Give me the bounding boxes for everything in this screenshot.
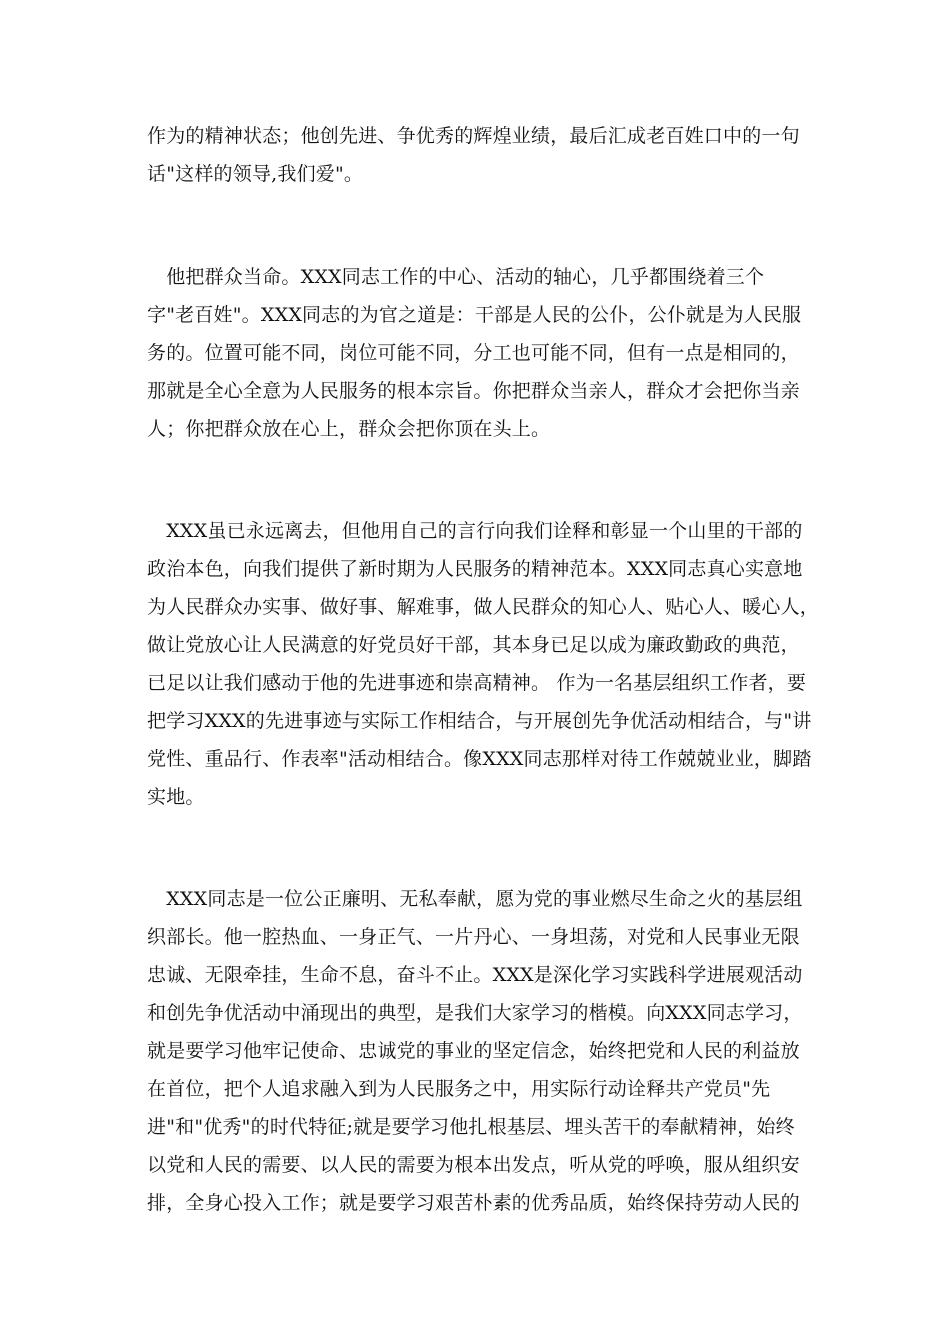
- text-line: 字"老百姓"。XXX同志的为官之道是：干部是人民的公仆，公仆就是为人民服: [147, 304, 802, 326]
- text-line: 已足以让我们感动于他的先进事迹和崇高精神。 作为一名基层组织工作者，要: [147, 672, 807, 694]
- text-line: 忠诚、无限牵挂，生命不息，奋斗不止。XXX是深化学习实践科学进展观活动: [147, 964, 803, 986]
- text-line: 在首位，把个人追求融入到为人民服务之中，用实际行动诠释共产党员"先: [147, 1078, 771, 1100]
- text-line: 和创先争优活动中涌现出的典型，是我们大家学习的楷模。向XXX同志学习，: [147, 1002, 803, 1024]
- text-line: 作为的精神状态；他创先进、争优秀的辉煌业绩，最后汇成老百姓口中的一句: [147, 125, 800, 147]
- text-line: XXX同志是一位公正廉明、无私奉献，愿为党的事业燃尽生命之火的基层组: [147, 888, 803, 910]
- text-line: XXX虽已永远离去，但他用自己的言行向我们诠释和彰显一个山里的干部的: [147, 520, 803, 542]
- text-line: 织部长。他一腔热血、一身正气、一片丹心、一身坦荡，对党和人民事业无限: [147, 926, 800, 948]
- text-line: 把学习XXX的先进事迹与实际工作相结合，与开展创先争优活动相结合，与"讲: [147, 710, 812, 732]
- text-line: 以党和人民的需要、以人民的需要为根本出发点，听从党的呼唤，服从组织安: [147, 1154, 800, 1176]
- text-line: 话"这样的领导,我们爱"。: [147, 163, 364, 185]
- text-line: 就是要学习他牢记使命、忠诚党的事业的坚定信念，始终把党和人民的利益放: [147, 1040, 800, 1062]
- text-line: 党性、重品行、作表率"活动相结合。像XXX同志那样对待工作兢兢业业，脚踏: [147, 748, 812, 770]
- text-line: 为人民群众办实事、做好事、解难事，做人民群众的知心人、贴心人、暖心人，: [147, 596, 820, 618]
- text-line: 做让党放心让人民满意的好党员好干部，其本身已足以成为廉政勤政的典范，: [147, 634, 800, 656]
- text-line: 那就是全心全意为人民服务的根本宗旨。你把群众当亲人，群众才会把你当亲: [147, 380, 800, 402]
- text-line: 实地。: [147, 786, 205, 808]
- text-line: 务的。位置可能不同，岗位可能不同，分工也可能不同，但有一点是相同的，: [147, 342, 800, 364]
- text-line: 排，全身心投入工作；就是要学习艰苦朴素的优秀品质，始终保持劳动人民的: [147, 1192, 800, 1214]
- text-line: 人；你把群众放在心上，群众会把你顶在头上。: [147, 418, 551, 440]
- text-line: 进"和"优秀"的时代特征;就是要学习他扎根基层、埋头苦干的奉献精神，始终: [147, 1116, 795, 1138]
- text-line: 政治本色，向我们提供了新时期为人民服务的精神范本。XXX同志真心实意地: [147, 558, 803, 580]
- text-line: 他把群众当命。XXX同志工作的中心、活动的轴心，几乎都围绕着三个: [147, 266, 765, 288]
